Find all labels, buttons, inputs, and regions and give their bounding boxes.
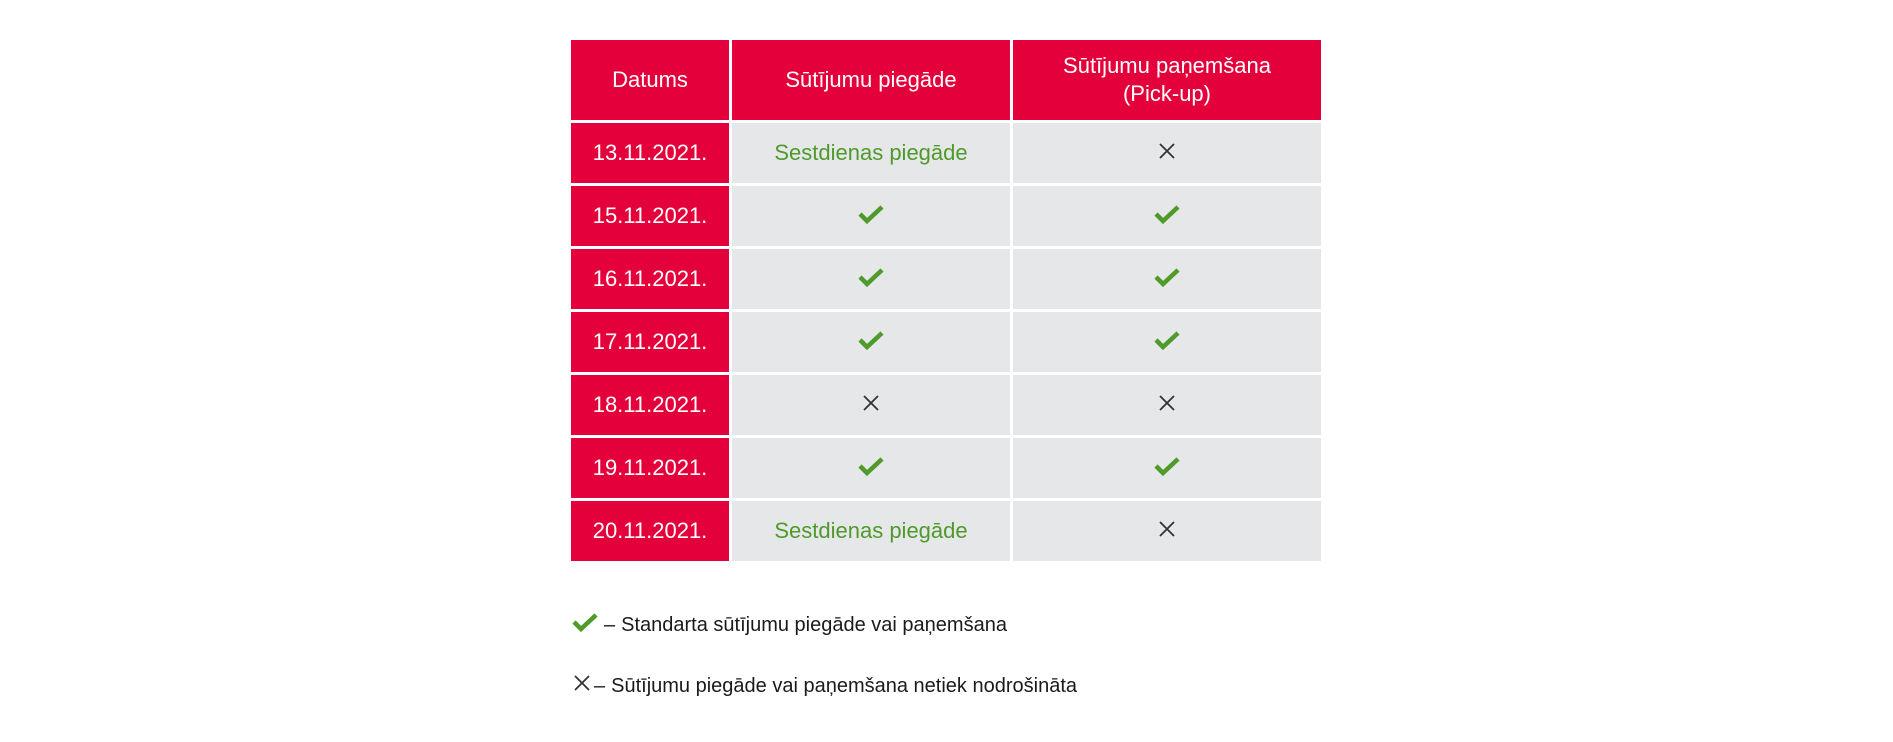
check-icon bbox=[1154, 330, 1180, 355]
table-row bbox=[571, 186, 1321, 246]
cell-pickup bbox=[1013, 249, 1321, 309]
cell-delivery bbox=[732, 249, 1010, 309]
cross-icon bbox=[572, 673, 592, 699]
table-row bbox=[571, 501, 1321, 561]
cell-pickup bbox=[1013, 123, 1321, 183]
cell-pickup bbox=[1013, 186, 1321, 246]
cell-date: 17.11.2021. bbox=[571, 312, 729, 372]
legend-cross-separator: – bbox=[594, 674, 606, 697]
header-pickup: Sūtījumu paņemšana (Pick-up) bbox=[1013, 40, 1321, 120]
cross-icon bbox=[861, 393, 881, 418]
check-icon bbox=[1154, 456, 1180, 481]
cell-delivery bbox=[732, 186, 1010, 246]
table-header-row bbox=[571, 40, 1321, 120]
cell-date: 20.11.2021. bbox=[571, 501, 729, 561]
legend-check-separator: – bbox=[604, 613, 616, 636]
table-body bbox=[571, 123, 1321, 561]
cell-delivery bbox=[732, 123, 1010, 183]
check-icon bbox=[572, 612, 598, 638]
cell-pickup bbox=[1013, 312, 1321, 372]
check-icon bbox=[858, 267, 884, 292]
schedule-table bbox=[568, 37, 1324, 564]
legend-cross bbox=[572, 673, 1077, 699]
cell-pickup bbox=[1013, 438, 1321, 498]
legend-cross-text: Sūtījumu piegāde vai paņemšana netiek nodrošināta bbox=[611, 674, 1077, 697]
check-icon bbox=[858, 330, 884, 355]
table-row bbox=[571, 375, 1321, 435]
table-row bbox=[571, 438, 1321, 498]
header-delivery: Sūtījumu piegāde bbox=[732, 40, 1010, 120]
cell-delivery bbox=[732, 375, 1010, 435]
cell-pickup bbox=[1013, 375, 1321, 435]
check-icon bbox=[1154, 267, 1180, 292]
header-date: Datums bbox=[571, 40, 729, 120]
legend-check-text: Standarta sūtījumu piegāde vai paņemšana bbox=[621, 613, 1007, 636]
cell-pickup bbox=[1013, 501, 1321, 561]
cell-delivery bbox=[732, 312, 1010, 372]
cell-date: 16.11.2021. bbox=[571, 249, 729, 309]
cell-date: 13.11.2021. bbox=[571, 123, 729, 183]
cell-delivery bbox=[732, 438, 1010, 498]
status-text: Sestdienas piegāde bbox=[774, 518, 968, 543]
cross-icon bbox=[1157, 393, 1177, 418]
cross-icon bbox=[1157, 141, 1177, 166]
table-row bbox=[571, 123, 1321, 183]
status-text: Sestdienas piegāde bbox=[774, 140, 968, 165]
cross-icon bbox=[1157, 519, 1177, 544]
check-icon bbox=[1154, 204, 1180, 229]
table-row bbox=[571, 249, 1321, 309]
cell-date: 15.11.2021. bbox=[571, 186, 729, 246]
check-icon bbox=[858, 456, 884, 481]
cell-delivery bbox=[732, 501, 1010, 561]
legend-check bbox=[572, 612, 1007, 638]
check-icon bbox=[858, 204, 884, 229]
table-row bbox=[571, 312, 1321, 372]
cell-date: 19.11.2021. bbox=[571, 438, 729, 498]
cell-date: 18.11.2021. bbox=[571, 375, 729, 435]
